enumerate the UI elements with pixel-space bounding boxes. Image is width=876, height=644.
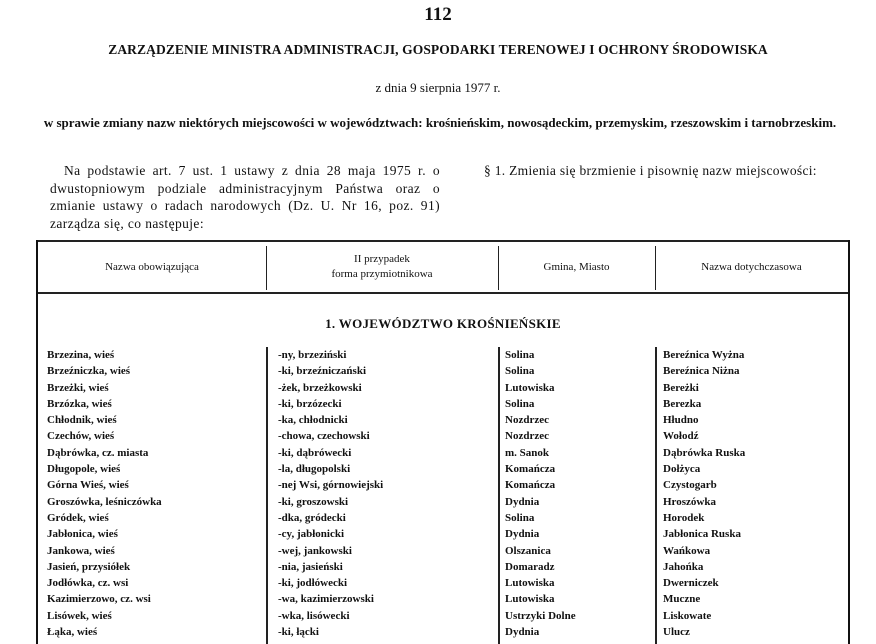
column-current-names (47, 347, 162, 640)
current-name-cell: Gródek, wieś (47, 511, 109, 524)
column-divider (655, 347, 657, 644)
section-1-paragraph (468, 162, 844, 180)
previous-name-cell: Jabłonica Ruska (663, 528, 741, 541)
previous-name-cell: Bereżki (663, 381, 699, 394)
header-divider (266, 246, 267, 290)
column-genitive-forms (278, 347, 383, 640)
preamble-paragraph (50, 162, 440, 232)
header-previous-name: Nazwa dotychczasowa (701, 260, 802, 273)
genitive-form-cell: -wka, lisówecki (278, 609, 350, 622)
section-1-text: § 1. Zmienia się brzmienie i pisownię nazw miejscowości: (484, 163, 817, 178)
previous-name-cell: Jahońka (663, 560, 704, 573)
current-name-cell: Chłodnik, wieś (47, 414, 117, 427)
commune-cell: Dydnia (505, 626, 540, 639)
column-divider (498, 347, 500, 644)
genitive-form-cell: -ki, jodłówecki (278, 577, 348, 590)
header-genitive-line2: forma przymiotnikowa (331, 268, 433, 280)
commune-cell: Lutowiska (505, 577, 555, 590)
genitive-form-cell: -cy, jabłonicki (278, 528, 345, 541)
commune-cell: Solina (505, 349, 535, 361)
previous-name-cell: Bereźnica Niżna (663, 365, 740, 378)
current-name-cell: Jasień, przysiółek (47, 560, 131, 573)
current-name-cell: Groszówka, leśniczówka (47, 495, 162, 508)
previous-name-cell: Berezka (663, 397, 702, 410)
header-genitive-adjective (266, 242, 498, 292)
voivodeship-section-title: 1. WOJEWÓDZTWO KROŚNIEŃSKIE (325, 316, 561, 331)
current-name-cell: Długopole, wieś (47, 463, 121, 476)
preamble-text: Na podstawie art. 7 ust. 1 ustawy z dnia 28 maja 1975 r. o dwustopniowym podziale administracyjnym Państwa oraz o zmianie ustawy o radach narodowych (Dz. U. Nr 16, poz. 91) zarządza się, co następuje: (50, 163, 440, 231)
current-name-cell: Brzózka, wieś (47, 397, 112, 410)
previous-name-cell: Horodek (663, 511, 705, 524)
current-name-cell: Brzeżki, wieś (47, 381, 109, 394)
previous-name-cell: Muczne (663, 593, 701, 606)
genitive-form-cell: -chowa, czechowski (278, 430, 370, 443)
header-divider (655, 246, 656, 290)
commune-cell: Nozdrzec (505, 414, 549, 427)
document-title: ZARZĄDZENIE MINISTRA ADMINISTRACJI, GOSPODARKI TERENOWEJ I OCHRONY ŚRODOWISKA (108, 42, 768, 57)
place-names-table (36, 240, 850, 644)
commune-cell: Komańcza (505, 463, 556, 476)
genitive-form-cell: -la, długopolski (278, 463, 351, 476)
document-subject: w sprawie zmiany nazw niektórych miejscowości w województwach: krośnieńskim, nowosądeckim, przemyskim, rzeszowskim i tarnobrzeskim. (43, 115, 837, 130)
genitive-form-cell: -ki, brzeźniczański (278, 365, 366, 378)
genitive-form-cell: -ki, łącki (278, 626, 319, 639)
current-name-cell: Jankowa, wieś (47, 544, 115, 557)
genitive-form-cell: -wej, jankowski (278, 544, 352, 557)
genitive-form-cell: -żek, brzeżkowski (278, 381, 362, 394)
genitive-form-cell: -dka, gródecki (278, 511, 346, 524)
commune-cell: m. Sanok (505, 446, 550, 459)
previous-name-cell: Dwerniczek (663, 577, 719, 590)
commune-cell: Solina (505, 365, 535, 378)
genitive-form-cell: -ka, chłodnicki (278, 414, 348, 427)
current-name-cell: Jodłówka, cz. wsi (47, 577, 129, 590)
commune-cell: Domaradz (505, 560, 555, 573)
commune-cell: Lutowiska (505, 381, 555, 394)
header-current-name: Nazwa obowiązująca (105, 260, 199, 273)
genitive-form-cell: -ki, brzózecki (278, 397, 342, 410)
current-name-cell: Czechów, wieś (47, 430, 115, 443)
current-name-cell: Łąka, wieś (47, 626, 98, 639)
previous-name-cell: Dołżyca (663, 463, 701, 476)
genitive-form-cell: -ki, groszowski (278, 495, 349, 508)
current-name-cell: Kazimierzowo, cz. wsi (47, 593, 151, 606)
genitive-form-cell: -nej Wsi, górnowiejski (278, 479, 384, 492)
previous-name-cell: Hroszówka (663, 495, 716, 508)
table-header (38, 240, 848, 294)
previous-name-cell: Bereźnica Wyżna (663, 349, 745, 361)
page-number: 112 (424, 4, 452, 25)
previous-name-cell: Liskowate (663, 609, 712, 622)
commune-cell: Solina (505, 397, 535, 410)
previous-name-cell: Wołodź (663, 430, 699, 443)
genitive-form-cell: -nia, jasieński (278, 560, 343, 573)
genitive-form-cell: -wa, kazimierzowski (278, 593, 374, 606)
commune-cell: Nozdrzec (505, 430, 549, 443)
current-name-cell: Lisówek, wieś (47, 609, 112, 622)
column-communes (505, 347, 576, 640)
current-name-cell: Brzezina, wieś (47, 349, 115, 361)
previous-name-cell: Dąbrówka Ruska (663, 446, 746, 459)
commune-cell: Solina (505, 511, 535, 524)
document-date: z dnia 9 sierpnia 1977 r. (375, 80, 501, 95)
genitive-form-cell: -ki, dąbrówecki (278, 446, 352, 459)
genitive-form-cell: -ny, brzeziński (278, 349, 347, 361)
commune-cell: Ustrzyki Dolne (505, 609, 576, 622)
current-name-cell: Górna Wieś, wieś (47, 479, 129, 492)
previous-name-cell: Ulucz (663, 626, 690, 639)
previous-name-cell: Wańkowa (663, 544, 711, 557)
previous-name-cell: Czystogarb (663, 479, 717, 492)
header-divider (498, 246, 499, 290)
header-commune-city: Gmina, Miasto (543, 260, 610, 273)
previous-name-cell: Hłudno (663, 414, 699, 427)
header-genitive-line1: II przypadek (354, 253, 410, 265)
column-previous-names (663, 347, 745, 640)
commune-cell: Lutowiska (505, 593, 555, 606)
commune-cell: Dydnia (505, 528, 540, 541)
column-divider (266, 347, 268, 644)
current-name-cell: Jabłonica, wieś (47, 528, 118, 541)
commune-cell: Olszanica (505, 544, 551, 557)
current-name-cell: Dąbrówka, cz. miasta (47, 446, 149, 459)
commune-cell: Dydnia (505, 495, 540, 508)
commune-cell: Komańcza (505, 479, 556, 492)
current-name-cell: Brzeźniczka, wieś (47, 365, 131, 378)
